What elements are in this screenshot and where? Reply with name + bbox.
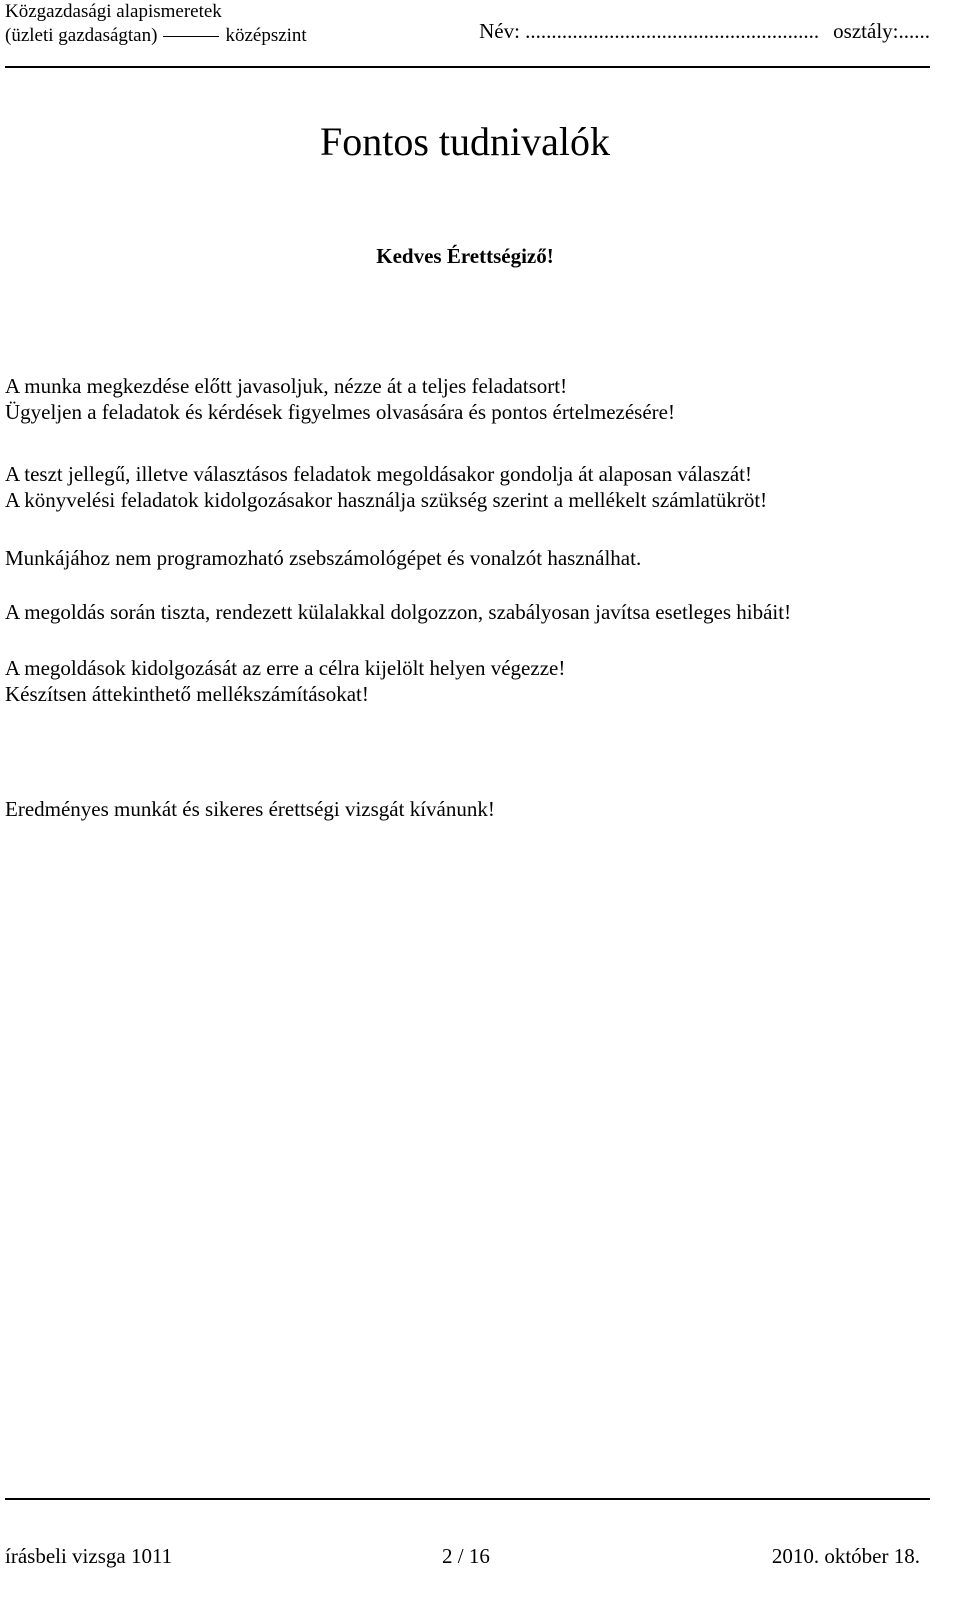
instruction-line: Készítsen áttekinthető mellékszámításokat! [5, 682, 369, 706]
instruction-line: A megoldások kidolgozását az erre a célra kijelölt helyen végezze! [5, 656, 566, 680]
subject-subtitle [5, 24, 307, 48]
closing-wish [5, 796, 495, 822]
page-footer [5, 1543, 920, 1569]
instruction-line: A teszt jellegű, illetve választásos feladatok megoldásakor gondolja át alaposan válaszát! [5, 462, 752, 486]
exam-code: írásbeli vizsga 1011 [5, 1544, 173, 1568]
instruction-line: A munka megkezdése előtt javasoljuk, nézze át a teljes feladatsort! [5, 374, 568, 398]
page-header-subject [5, 0, 307, 48]
footer-divider [5, 1498, 930, 1500]
instruction-paragraph [5, 373, 675, 425]
subject-title: Közgazdasági alapismeretek [5, 1, 222, 22]
closing-wish-text: Eredményes munkát és sikeres érettségi vizsgát kívánunk! [5, 797, 495, 821]
header-divider [5, 66, 930, 68]
instruction-line: A megoldás során tiszta, rendezett külalakkal dolgozzon, szabályosan javítsa esetleges hibáit! [5, 600, 792, 624]
name-field-label: Név: ........................................................ [479, 19, 820, 43]
instruction-paragraph [5, 655, 565, 707]
class-field-label: osztály:...... [833, 19, 930, 43]
page-number: 2 / 16 [442, 1544, 490, 1568]
instruction-line: Ügyeljen a feladatok és kérdések figyelmes olvasására és pontos értelmezésére! [5, 400, 675, 424]
page-title: Fontos tudnivalók [319, 119, 611, 164]
instruction-paragraph [5, 599, 791, 625]
em-dash-separator [163, 36, 219, 37]
exam-date: 2010. október 18. [771, 1544, 920, 1568]
page-header-student-fields [479, 19, 930, 43]
instruction-paragraph [5, 545, 641, 571]
subject-subtitle-a: (üzleti gazdaságtan) [5, 25, 158, 46]
instruction-line: Munkájához nem programozható zsebszámológépet és vonalzót használhat. [5, 546, 642, 570]
subject-level: középszint [225, 25, 307, 46]
instruction-paragraph [5, 461, 767, 513]
instruction-line: A könyvelési feladatok kidolgozásakor használja szükség szerint a mellékelt számlatükröt! [5, 488, 768, 512]
greeting: Kedves Érettségiző! [376, 244, 554, 268]
